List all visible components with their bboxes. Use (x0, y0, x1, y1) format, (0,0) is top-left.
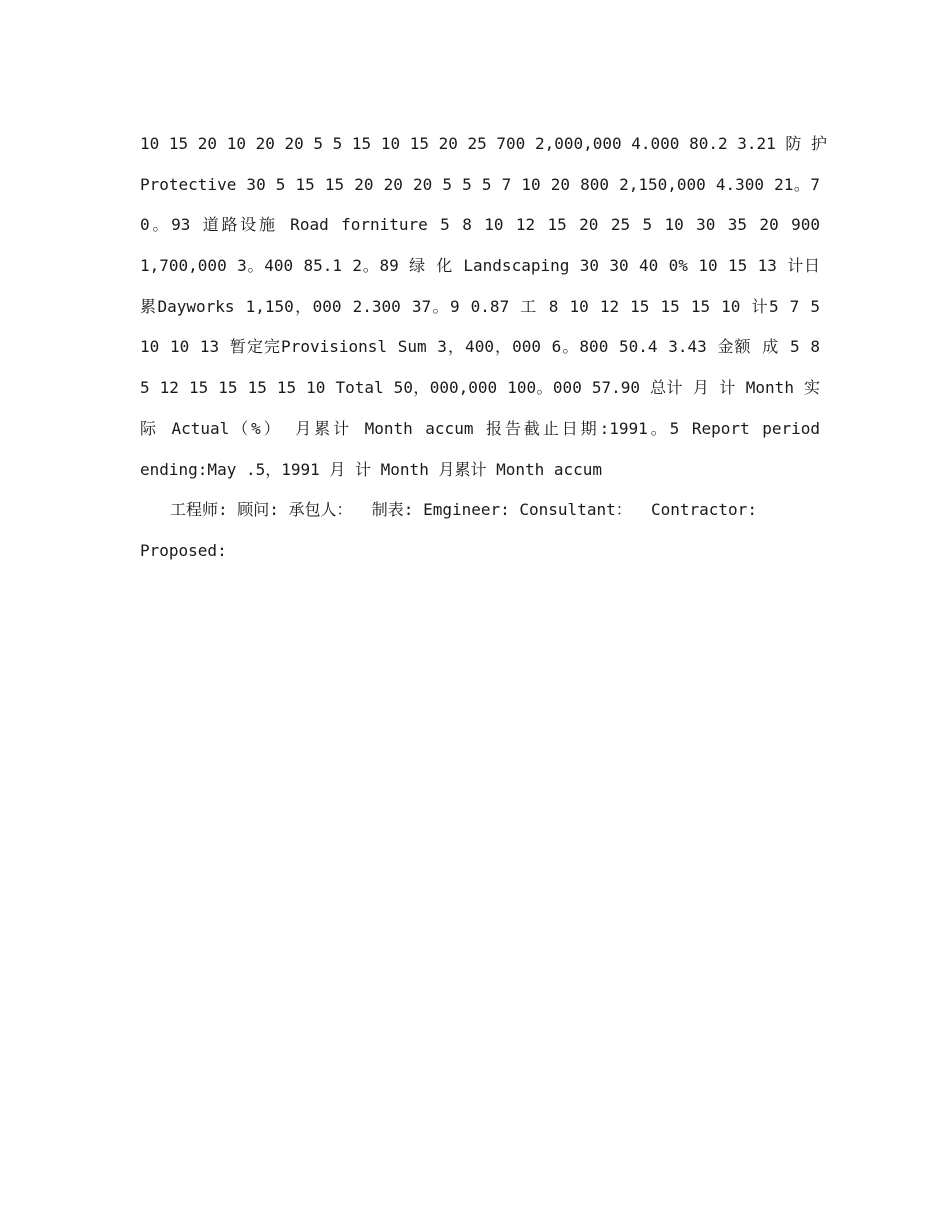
text-line: 1,700,000 3。400 85.1 2。89 绿 化 Landscaping 30 30 40 0% 10 15 13 计日 (140, 256, 820, 276)
text-line: Protective 30 5 15 15 20 20 20 5 5 5 7 10 20 800 2,150,000 4.300 21。7 (140, 174, 821, 194)
text-line: 0。93 道路设施 Road forniture 5 8 10 12 15 20 25 5 10 30 35 20 900 (140, 215, 820, 235)
text-line: 5 12 15 15 15 15 10 Total 50，000,000 100。000 57.90 总计 月 计 Month 实 (140, 378, 820, 398)
signature-line: 工程师: 顾问: 承包人： 制表: Emgineer: Consultant： Contractor: (170, 500, 757, 519)
text-line: 10 10 13 暂定完Provisionsl Sum 3，400，000 6。800 50.4 3.43 金额 成 5 8 (140, 337, 820, 357)
text-line: 际 Actual（%） 月累计 Month accum 报告截止日期:1991。5 Report period (140, 418, 820, 438)
text-line: 累Dayworks 1,150，000 2.300 37。9 0.87 工 8 10 12 15 15 15 10 计5 7 5 (140, 296, 820, 316)
text-line: 10 15 20 10 20 20 5 5 15 10 15 20 25 700 2,000,000 4.000 80.2 3.21 防 护 (140, 134, 828, 153)
report-data-paragraph (140, 128, 828, 494)
signature-paragraph (140, 494, 820, 575)
text-line: ending:May .5，1991 月 计 Month 月累计 Month accum (140, 459, 603, 479)
signature-line: Proposed: (140, 540, 227, 560)
